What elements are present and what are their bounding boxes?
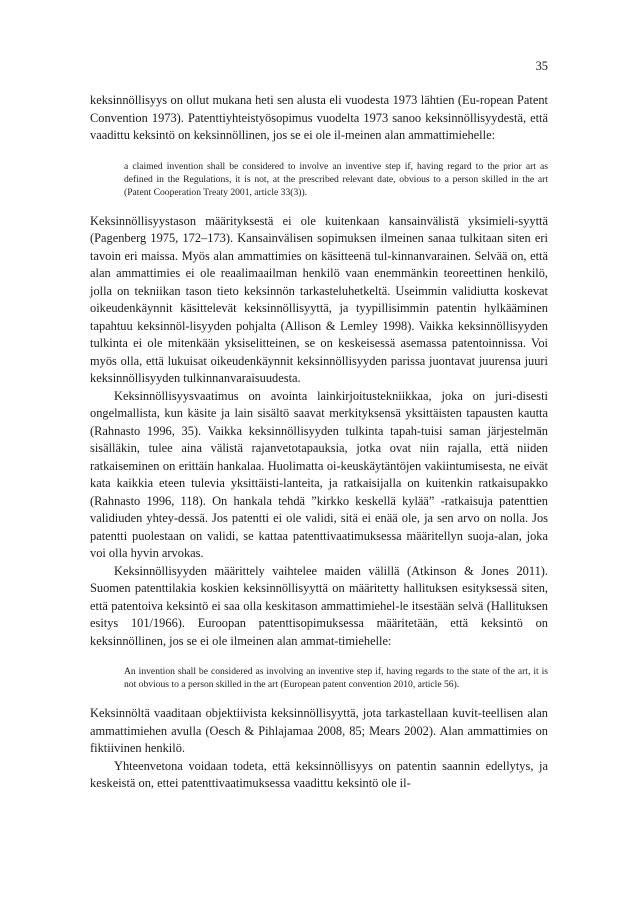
page-number: 35 [535, 59, 548, 73]
body-paragraph-1: keksinnöllisyys on ollut mukana heti sen alusta eli vuodesta 1973 lähtien (Eu-ropean Patent Convention 1973). Patenttiyhteistyösopimus vuodelta 1973 sanoo keksinnöllisyydestä, että vaadittu keksintö on keksinnöllinen, jos se ei ole il-meinen alan ammattimiehelle: [90, 93, 548, 142]
body-paragraph-5: Keksinnöltä vaaditaan objektiivista keksinnöllisyyttä, jota tarkastellaan kuvit-teellisen alan ammattimiehen avulla (Oesch & Pihlajamaa 2008, 85; Mears 2002). Alan ammattimies on fiktiivinen henkilö. [90, 706, 548, 755]
block-quote-epc: An invention shall be considered as involving an inventive step if, having regards to the state of the art, it is not obvious to a person skilled in the art (European patent convention 2010, article 56). [124, 666, 548, 690]
document-page [90, 58, 548, 793]
body-paragraph-2: Keksinnöllisyystason määrityksestä ei ole kuitenkaan kansainvälistä yksimieli-syyttä (Pagenberg 1975, 172–173). Kansainvälisen sopimuksen ilmeinen sanaa tulkitaan siten eri tavoin eri maissa. Myös alan ammattimies on käsitteenä tul-kinnanvarainen. Selvää on, että alan ammattimies ei ole reaalimaailman henkilö vaan enemmänkin teoreettinen henkilö, jolla on tekniikan tason tieto keksinnön tarkasteluhetkeltä. Useimmin validiutta koskevat oikeudenkäynnit käsittelevät keksinnöllisyyttä, ja tyypillisimmin patentin hylkääminen tapahtuu keksinnöl-lisyyden pohjalta (Allison & Lemley 1998). Vaikka keksinnöllisyyden tulkinta ei ole mitenkään yksiselitteinen, se on keskeisessä asemassa patentoinnissa. Voi myös olla, että lukuisat oikeudenkäynnit keksinnöllisyyden parissa juontavat juurensa juuri keksinnöllisyyden tulkinnanvaraisuudesta. [90, 213, 548, 385]
body-paragraph-3: Keksinnöllisyysvaatimus on avointa lainkirjoitustekniikkaa, joka on juri-disesti ongelmallista, kun käsite ja lain sisältö saavat merkityksensä yksittäisten tapausten kautta (Rahnasto 1996, 35). Vaikka keksinnöllisyyden tulkinta tapah-tuisi saman järjestelmän sisälläkin, tulee aina välistä rajanvetotapauksia, jotka ovat niin rajalla, että niiden ratkaiseminen on erittäin hankalaa. Huolimatta oi-keuskäytäntöjen vakiintumisesta, ne eivät kata kaikkia eteen tulevia yksittäisti-lanteita, ja ratkaisijalla on kuitenkin ratkaisupakko (Rahnasto 1996, 118). On hankala tehdä ”kirkko keskellä kylää” -ratkaisuja patenttien validiuden yhtey-dessä. Jos patentti ei ole validi, sitä ei enää ole, ja sen arvo on nolla. Jos patentti puolestaan on validi, se kattaa patenttivaatimuksessa määritellyn suoja-alan, joka voi olla hyvin arvokas. [90, 388, 548, 560]
body-paragraph-4: Keksinnöllisyyden määrittely vaihtelee maiden välillä (Atkinson & Jones 2011). Suomen patenttilakia koskien keksinnöllisyyttä on määritetty hallituksen esityksessä siten, että patentoiva keksintö ei saa olla keskitason ammattimiehel-le itsestään selvä (Hallituksen esitys 101/1966). Euroopan patenttisopimuksessa määritetään, että keksintö on keksinnöllinen, jos se ei ole ilmeinen alan ammat-timiehelle: [90, 563, 548, 648]
block-quote-pct: a claimed invention shall be considered to involve an inventive step if, having regard to the prior art as defined in the Regulations, it is not, at the prescribed relevant date, obvious to a person skilled in the art (Patent Cooperation Treaty 2001, article 33(3)). [124, 160, 548, 198]
body-paragraph-6: Yhteenvetona voidaan todeta, että keksinnöllisyys on patentin saannin edellytys, ja keskeistä on, ettei patenttivaatimuksessa vaadittu keksintö ole il- [90, 758, 548, 790]
